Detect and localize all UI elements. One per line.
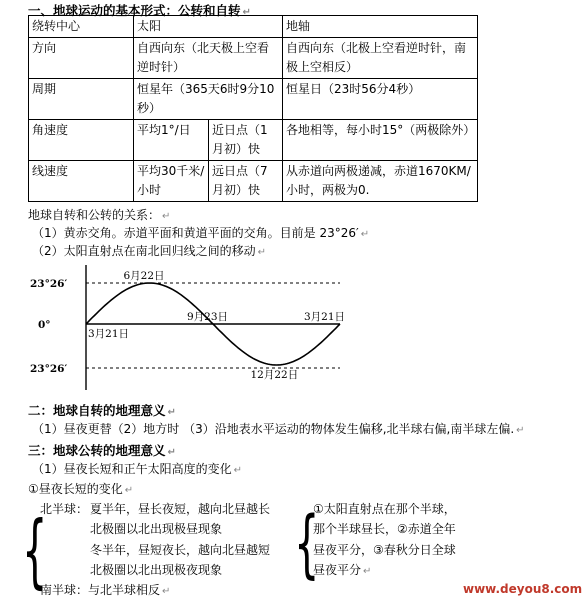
- header-cell: 绕转中心: [29, 16, 134, 38]
- row-label: 周期: [29, 79, 134, 120]
- sun-direct-point-chart: [28, 260, 358, 395]
- table-row: [29, 79, 478, 120]
- section-3-sub-1: ①昼夜长短的变化 ↵: [28, 482, 134, 496]
- note-line-2: 那个半球昼长，②赤道全年: [313, 522, 456, 536]
- brace-left: {: [22, 506, 48, 598]
- table-cell: 自西向东（北极上空看逆时针，南极上空相反）: [283, 38, 478, 79]
- south-hemisphere-line: 南半球：与北半球相反 ↵: [40, 583, 171, 597]
- summer-line: 夏半年，昼长夜短，越向北昼越长: [90, 502, 271, 516]
- date-label: 12月22日: [250, 369, 299, 381]
- table-cell: 各地相等，每小时15°（两极除外）: [283, 120, 478, 161]
- watermark: www.deyou8.com: [463, 582, 583, 596]
- table-row: [29, 161, 478, 202]
- header-cell: 太阳: [134, 16, 283, 38]
- table-row: [29, 38, 478, 79]
- section-3-item-1: （1）昼夜长短和正午太阳高度的变化 ↵: [32, 462, 243, 476]
- table-cell: 近日点（1月初）快: [209, 120, 283, 161]
- section-title-1: 一、地球运动的基本形式：公转和自转 ↵: [28, 3, 251, 18]
- note-line-4: 昼夜平分 ↵: [313, 563, 372, 577]
- y-label-equator: 0°: [38, 319, 51, 331]
- summer-line-2: 北极圈以北出现极昼现象: [90, 522, 223, 536]
- north-hemisphere-label: 北半球：: [40, 502, 89, 516]
- note-line-3: 昼夜平分，③春秋分日全球: [313, 543, 456, 557]
- winter-line-2: 北极圈以北出现极夜现象: [90, 563, 223, 577]
- table-cell: 恒星日（23时56分4秒）: [283, 79, 478, 120]
- table-header-row: [29, 16, 478, 38]
- winter-line: 冬半年，昼短夜长，越向北昼越短: [90, 543, 271, 557]
- motion-table: [28, 15, 478, 202]
- table-row: [29, 120, 478, 161]
- row-label: 线速度: [29, 161, 134, 202]
- table-cell: 自西向东（北天极上空看逆时针）: [134, 38, 283, 79]
- table-cell: 恒星年（365天6时9分10秒）: [134, 79, 283, 120]
- date-label: 3月21日: [304, 311, 346, 323]
- relation-item-2: （2）太阳直射点在南北回归线之间的移动 ↵: [32, 244, 267, 258]
- table-cell: 平均1°/日: [134, 120, 209, 161]
- section-title-2: 二：地球自转的地理意义 ↵: [28, 403, 176, 418]
- section-title-3: 三：地球公转的地理意义 ↵: [28, 443, 176, 458]
- y-label-north: 23°26′: [30, 278, 68, 290]
- header-cell: 地轴: [283, 16, 478, 38]
- row-label: 角速度: [29, 120, 134, 161]
- note-line-1: ①太阳直射点在那个半球，: [313, 502, 456, 516]
- row-label: 方向: [29, 38, 134, 79]
- relation-item-1: （1）黄赤交角。赤道平面和黄道平面的交角。目前是 23°26′ ↵: [32, 226, 370, 240]
- date-label: 9月23日: [187, 311, 229, 323]
- date-label: 6月22日: [123, 270, 165, 282]
- relation-heading: 地球自转和公转的关系： ↵: [28, 208, 171, 222]
- section-2-text: （1）昼夜更替（2）地方时 （3）沿地表水平运动的物体发生偏移,北半球右偏,南半球左偏. ↵: [32, 422, 525, 436]
- date-label: 3月21日: [88, 328, 130, 340]
- brace-right: {: [294, 502, 320, 588]
- y-label-south: 23°26′: [30, 363, 68, 375]
- table-cell: 远日点（7月初）快: [209, 161, 283, 202]
- table-cell: 从赤道向两极递减，赤道1670KM/小时，两极为0.: [283, 161, 478, 202]
- table-cell: 平均30千米/小时: [134, 161, 209, 202]
